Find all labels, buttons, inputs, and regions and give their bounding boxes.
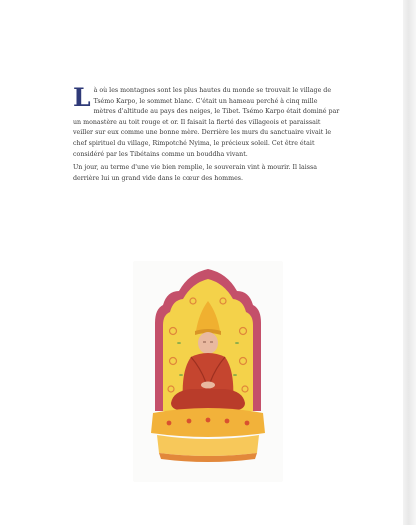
paragraph-2: Un jour, au terme d'une vie bien remplie, le souverain vint à mourir. Il laissa derrière lui un grand vide dans le cœur des hommes.	[73, 164, 318, 182]
monk-illustration	[133, 261, 283, 482]
paragraph-1	[73, 83, 341, 160]
drop-cap: L	[73, 83, 91, 112]
monk-face	[198, 332, 218, 354]
story-text	[73, 83, 341, 187]
monk-hands	[201, 382, 215, 389]
paragraph-1-text: à où les montagnes sont les plus hautes du monde se trouvait le village de Tsémo Karpo, le sommet blanc. C'était un hameau perché à cinq mille mètres d'altitude au pays des neiges, le Tibet. Tsémo Karpo était dominé par un monastère au toit rouge et or. Il faisait la fierté des villageois et paraissait veiller sur eux comme une bonne mère. Derrière les murs du sanctuaire vivait le chef spirituel du village, Rimpotché Nyima, le précieux soleil. Cet être était considéré par les Tibétains comme un bouddha vivant.	[73, 87, 340, 158]
page-edge	[403, 0, 416, 525]
throne-base	[157, 435, 259, 456]
monk-drawing	[133, 261, 283, 482]
monk-lap	[171, 389, 245, 411]
